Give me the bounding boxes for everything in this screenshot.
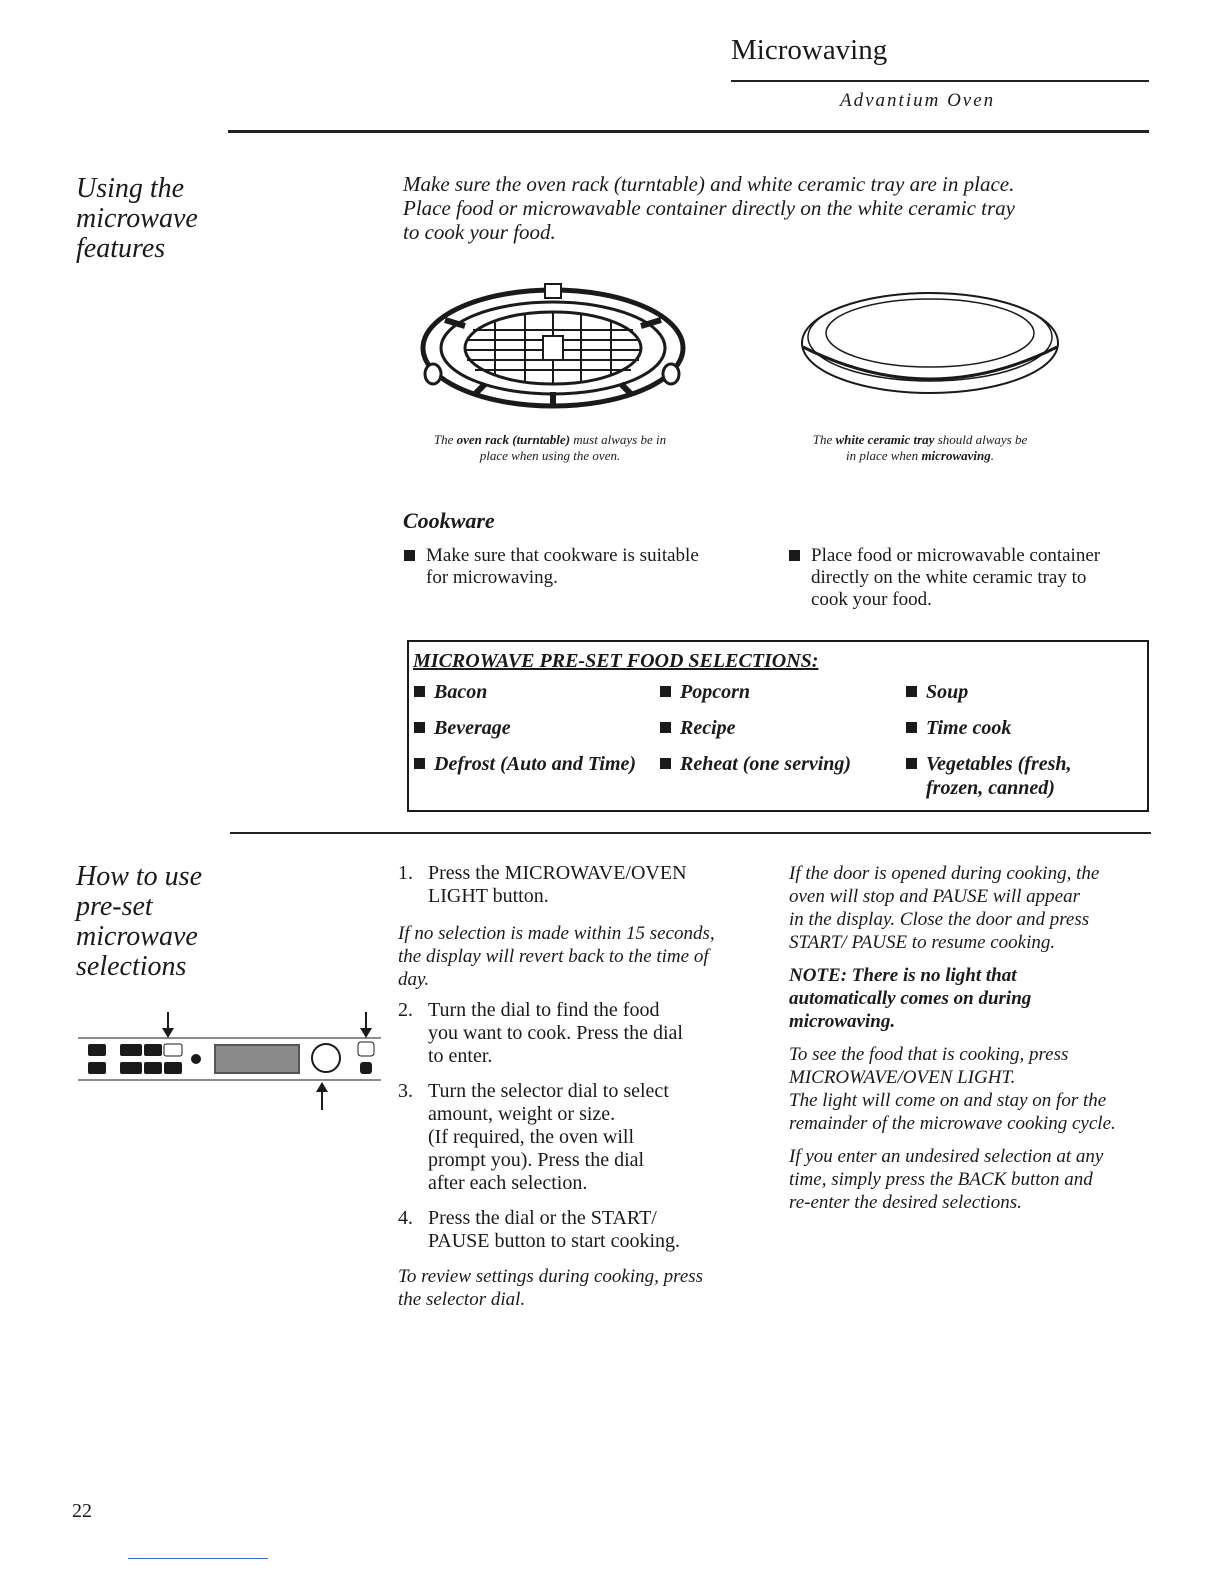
preset-title: MICROWAVE PRE-SET FOOD SELECTIONS:	[413, 650, 819, 672]
undesired-selection-note: If you enter an undesired selection at any time, simply press the BACK button and re-enter the desired selections.	[789, 1146, 1104, 1213]
steps-column	[398, 862, 768, 1311]
intro-line: to cook your food.	[403, 220, 556, 244]
intro-line: Place food or microwavable container directly on the white ceramic tray	[403, 196, 1015, 220]
footer-link-rule	[128, 1558, 268, 1559]
heading-line: microwave	[76, 203, 198, 234]
intro-line: Make sure the oven rack (turntable) and white ceramic tray are in place.	[403, 172, 1015, 196]
door-opened-note: If the door is opened during cooking, the oven will stop and PAUSE will appear in the display. Close the door and press START/ PAUSE to resume cooking.	[789, 863, 1100, 953]
bullet-square-icon	[404, 550, 415, 561]
section-heading-using-microwave	[76, 174, 276, 264]
step-4: 4. Press the dial or the START/ PAUSE button to start cooking.	[398, 1207, 681, 1252]
intro-text	[403, 172, 1123, 244]
section-divider	[230, 832, 1151, 834]
preset-item: Vegetables (fresh, frozen, canned)	[906, 752, 1072, 800]
preset-item: Bacon	[414, 680, 487, 704]
caption-line: place when using the oven.	[479, 448, 621, 463]
ceramic-tray-illustration	[795, 285, 1065, 405]
bullet-square-icon	[789, 550, 800, 561]
see-food-note: To see the food that is cooking, press MICROWAVE/OVEN LIGHT. The light will come on and stay on for the remainder of the microwave cooking cycle.	[789, 1044, 1116, 1134]
preset-item: Recipe	[660, 716, 736, 740]
section-heading-how-to-use: How to use pre-set microwave selections	[76, 861, 202, 982]
heading-line: features	[76, 233, 166, 264]
control-panel-illustration	[76, 1010, 386, 1120]
cookware-bullet: Place food or microwavable container directly on the white ceramic tray to cook your food.	[789, 545, 1171, 611]
review-settings-note: To review settings during cooking, press the selector dial.	[398, 1266, 704, 1310]
header-rule-long	[228, 130, 1149, 133]
page-number: 22	[72, 1500, 92, 1522]
preset-item: Defrost (Auto and Time)	[414, 752, 636, 776]
preset-item: Time cook	[906, 716, 1011, 740]
oven-rack-illustration	[415, 280, 695, 415]
ceramic-tray-caption: The white ceramic tray should always be in place when microwaving.	[812, 432, 1028, 463]
cookware-bullet: Make sure that cookware is suitable for microwaving.	[404, 545, 766, 589]
no-light-note: NOTE: There is no light that automatically comes on during microwaving.	[789, 965, 1032, 1032]
header-rule-short	[731, 80, 1149, 82]
page-title: Microwaving	[731, 34, 888, 66]
preset-item: Beverage	[414, 716, 511, 740]
oven-rack-caption: The oven rack (turntable) must always be in place when using the oven.	[380, 432, 720, 464]
caption-bold: white ceramic tray	[835, 432, 935, 447]
page-subtitle: Advantium Oven	[840, 90, 996, 111]
cookware-heading: Cookware	[403, 508, 495, 533]
preset-item: Popcorn	[660, 680, 750, 704]
no-selection-note: If no selection is made within 15 seconds, the display will revert back to the time of day.	[398, 923, 715, 990]
step-2: 2. Turn the dial to find the food you want to cook. Press the dial to enter.	[398, 999, 683, 1067]
preset-item: Soup	[906, 680, 968, 704]
step-1: 1. Press the MICROWAVE/OVEN LIGHT button.	[398, 862, 687, 907]
caption-bold: oven rack (turntable)	[456, 432, 571, 447]
heading-line: Using the	[76, 173, 185, 204]
right-notes-column	[789, 862, 1159, 1214]
preset-item: Reheat (one serving)	[660, 752, 851, 776]
step-3: 3. Turn the selector dial to select amount, weight or size. (If required, the oven will prompt you). Press the dial after each selection.	[398, 1080, 669, 1194]
